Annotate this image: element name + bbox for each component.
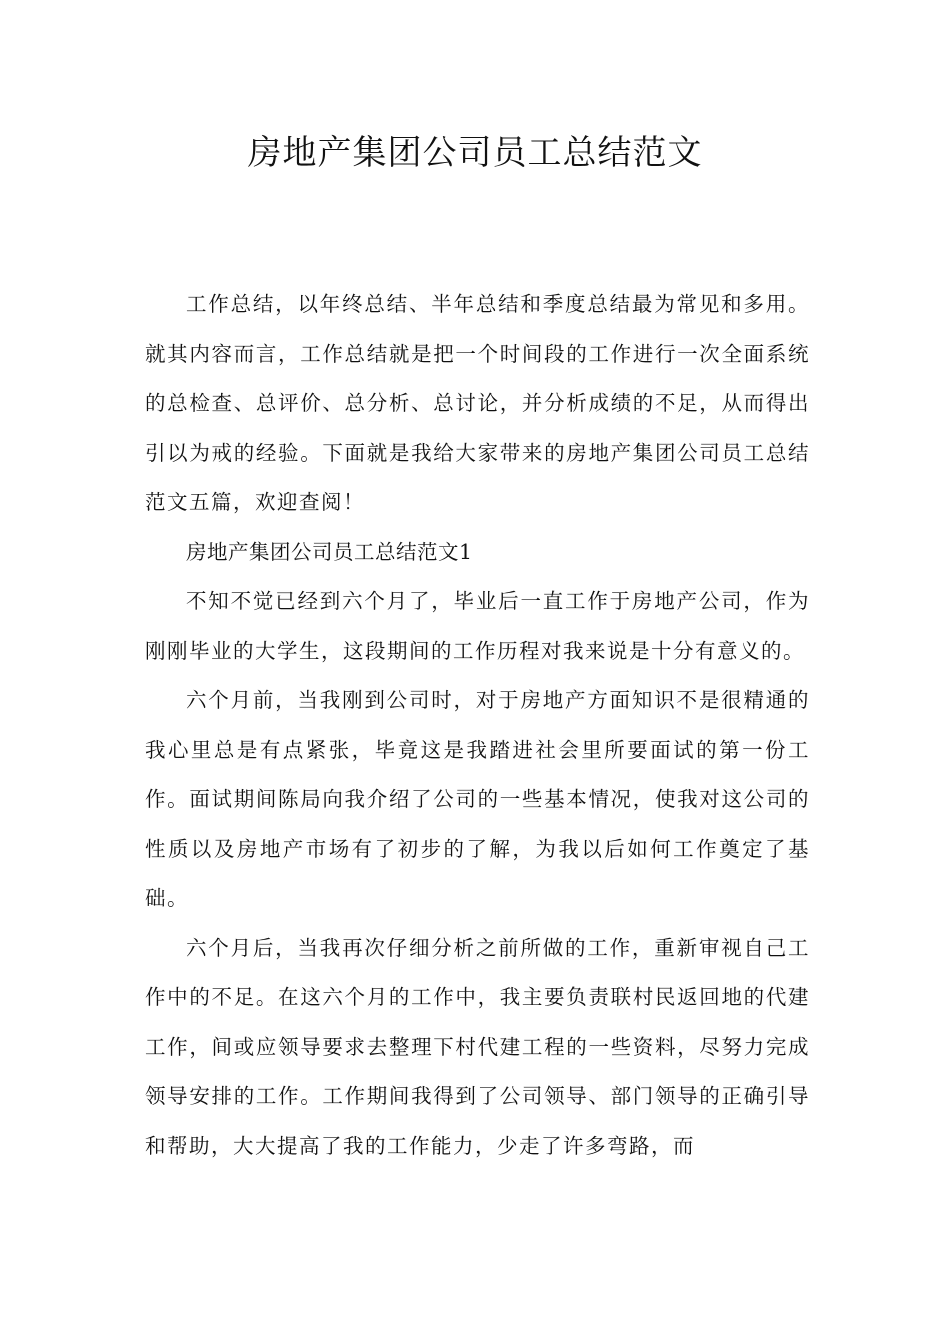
body-paragraph: 六个月后，当我再次仔细分析之前所做的工作，重新审视自己工作中的不足。在这六个月的工作中，我主要负责联村民返回地的代建工作，间或应领导要求去整理下村代建工程的一些资料，尽努力完成领导安排的工作。工作期间我得到了公司领导、部门领导的正确引导和帮助，大大提高了我的工作能力，少走了许多弯路，而 xyxy=(145,935,810,1158)
intro-paragraph: 工作总结，以年终总结、半年总结和季度总结最为常见和多用。就其内容而言，工作总结就是把一个时间段的工作进行一次全面系统的总检查、总评价、总分析、总讨论，并分析成绩的不足，从而得出引以为戒的经验。下面就是我给大家带来的房地产集团公司员工总结范文五篇，欢迎查阅！ xyxy=(145,292,810,514)
document-title: 房地产集团公司员工总结范文 xyxy=(247,133,703,173)
body-paragraph: 六个月前，当我刚到公司时，对于房地产方面知识不是很精通的我心里总是有点紧张，毕竟这是我踏进社会里所要面试的第一份工作。面试期间陈局向我介绍了公司的一些基本情况，使我对这公司的性质以及房地产市场有了初步的了解，为我以后如何工作奠定了基础。 xyxy=(145,688,810,910)
section-heading: 房地产集团公司员工总结范文1 xyxy=(186,539,473,564)
body-paragraph: 不知不觉已经到六个月了，毕业后一直工作于房地产公司，作为刚刚毕业的大学生，这段期间的工作历程对我来说是十分有意义的。 xyxy=(145,589,810,663)
document-body xyxy=(145,280,810,1171)
